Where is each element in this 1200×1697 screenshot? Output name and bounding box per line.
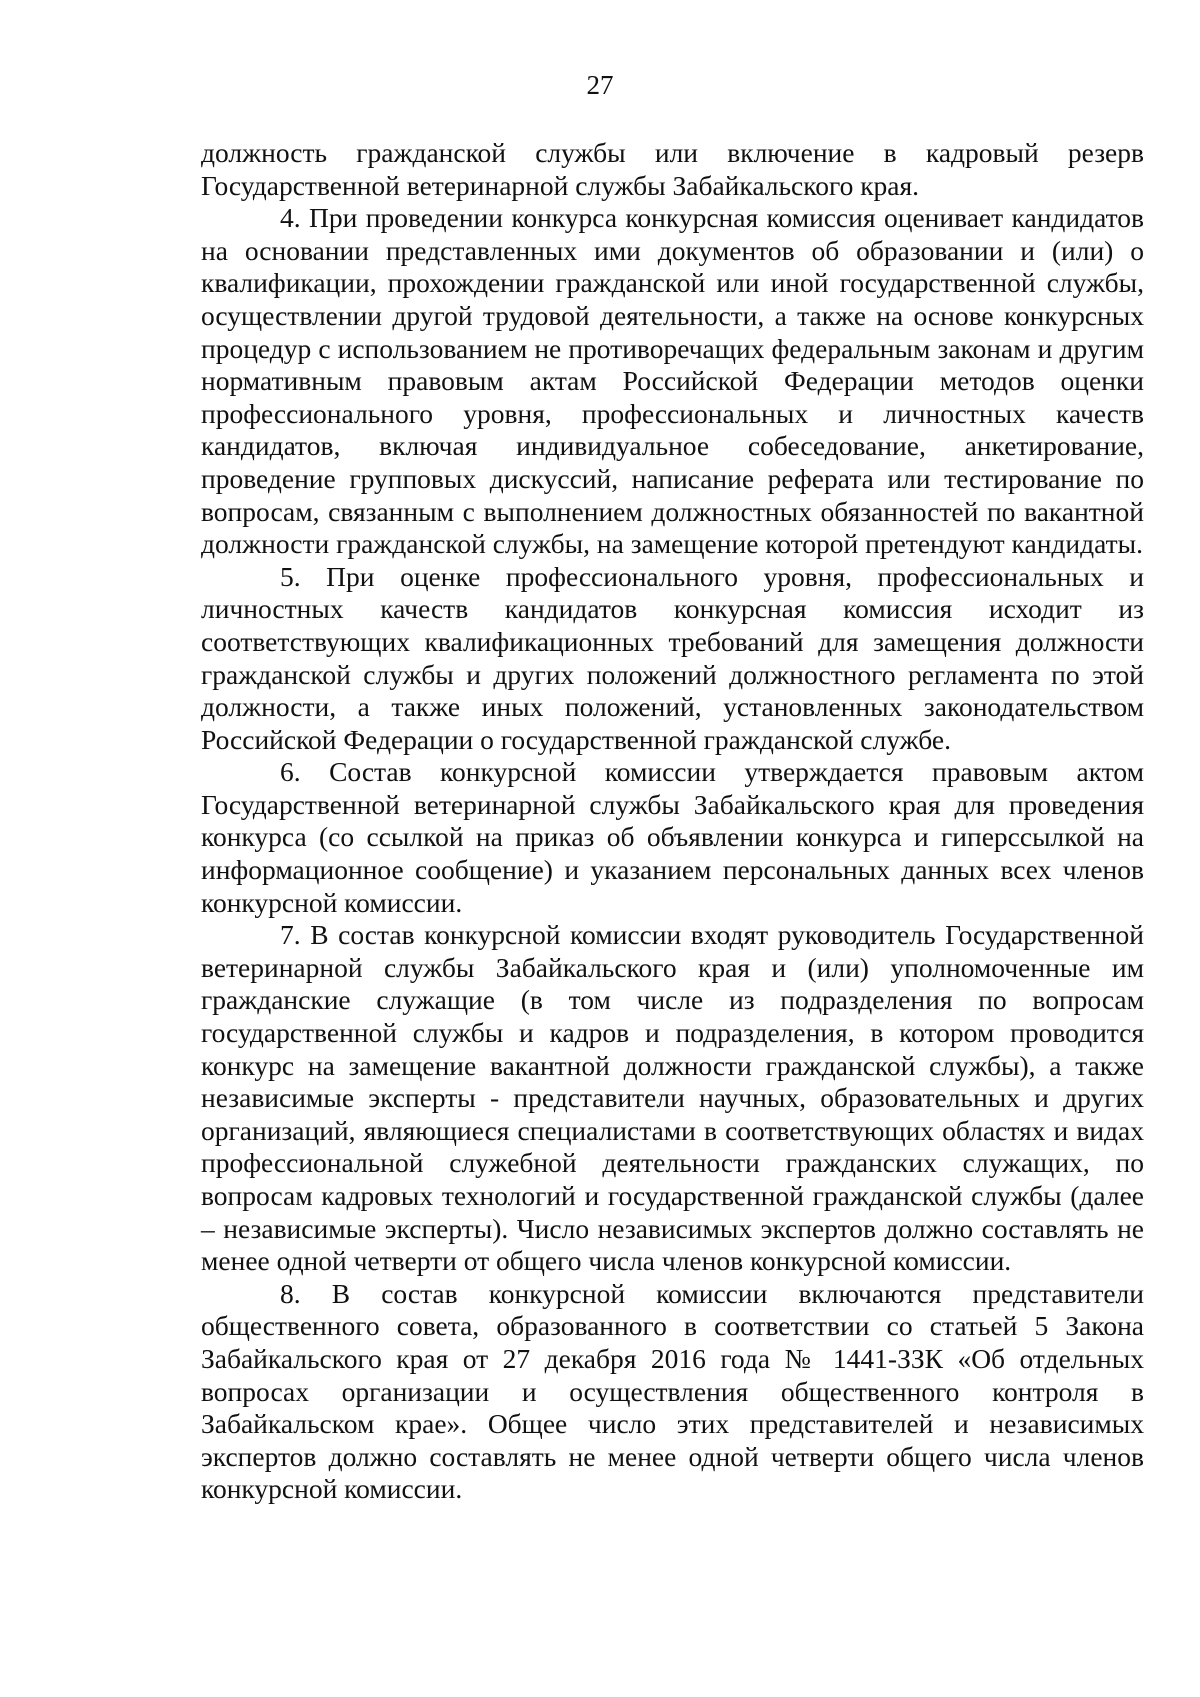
paragraph-item-5: 5. При оценке профессионального уровня, профессиональных и личностных качеств кандидатов конкурсная комиссия исходит из соответствующих квалификационных требований для замещения должности гражданской службы и других положений должностного регламента по этой должности, а также иных положений, установленных законодательством Российской Федерации о государственной гражданской службе.: [201, 560, 1144, 755]
paragraph-item-8: 8. В состав конкурсной комиссии включаются представители общественного совета, образованного в соответствии со статьей 5 Закона Забайкальского края от 27 декабря 2016 года № 1441-ЗЗК «Об отдельных вопросах организации и осуществления общественного контроля в Забайкальском крае». Общее число этих представителей и независимых экспертов должно составлять не менее одной четверти общего числа членов конкурсной комиссии.: [201, 1277, 1144, 1505]
paragraph-continuation: должность гражданской службы или включение в кадровый резерв Государственной ветеринарной службы Забайкальского края.: [201, 137, 1144, 201]
document-body: [201, 137, 1144, 1506]
paragraph-item-7: 7. В состав конкурсной комиссии входят руководитель Государственной ветеринарной службы Забайкальского края и (или) уполномоченные им гражданские служащие (в том числе из подразделения по вопросам государственной службы и кадров и подразделения, в котором проводится конкурс на замещение вакантной должности гражданской службы), а также независимые эксперты - представители научных, образовательных и других организаций, являющиеся специалистами в соответствующих областях и видах профессиональной служебной деятельности гражданских служащих, по вопросам кадровых технологий и государственной гражданской службы (далее – независимые эксперты). Число независимых экспертов должно составлять не менее одной четверти от общего числа членов конкурсной комиссии.: [201, 919, 1144, 1277]
paragraph-item-6: 6. Состав конкурсной комиссии утверждается правовым актом Государственной ветеринарной службы Забайкальского края для проведения конкурса (со ссылкой на приказ об объявлении конкурса и гиперссылкой на информационное сообщение) и указанием персональных данных всех членов конкурсной комиссии.: [201, 756, 1144, 918]
page-number: 27: [586, 70, 614, 100]
paragraph-item-4: 4. При проведении конкурса конкурсная комиссия оценивает кандидатов на основании представленных ими документов об образовании и (или) о квалификации, прохождении гражданской или иной государственной службы, осуществлении другой трудовой деятельности, а также на основе конкурсных процедур с использованием не противоречащих федеральным законам и другим нормативным правовым актам Российской Федерации методов оценки профессионального уровня, профессиональных и личностных качеств кандидатов, включая индивидуальное собеседование, анкетирование, проведение групповых дискуссий, написание реферата или тестирование по вопросам, связанным с выполнением должностных обязанностей по вакантной должности гражданской службы, на замещение которой претендуют кандидаты.: [201, 202, 1144, 560]
